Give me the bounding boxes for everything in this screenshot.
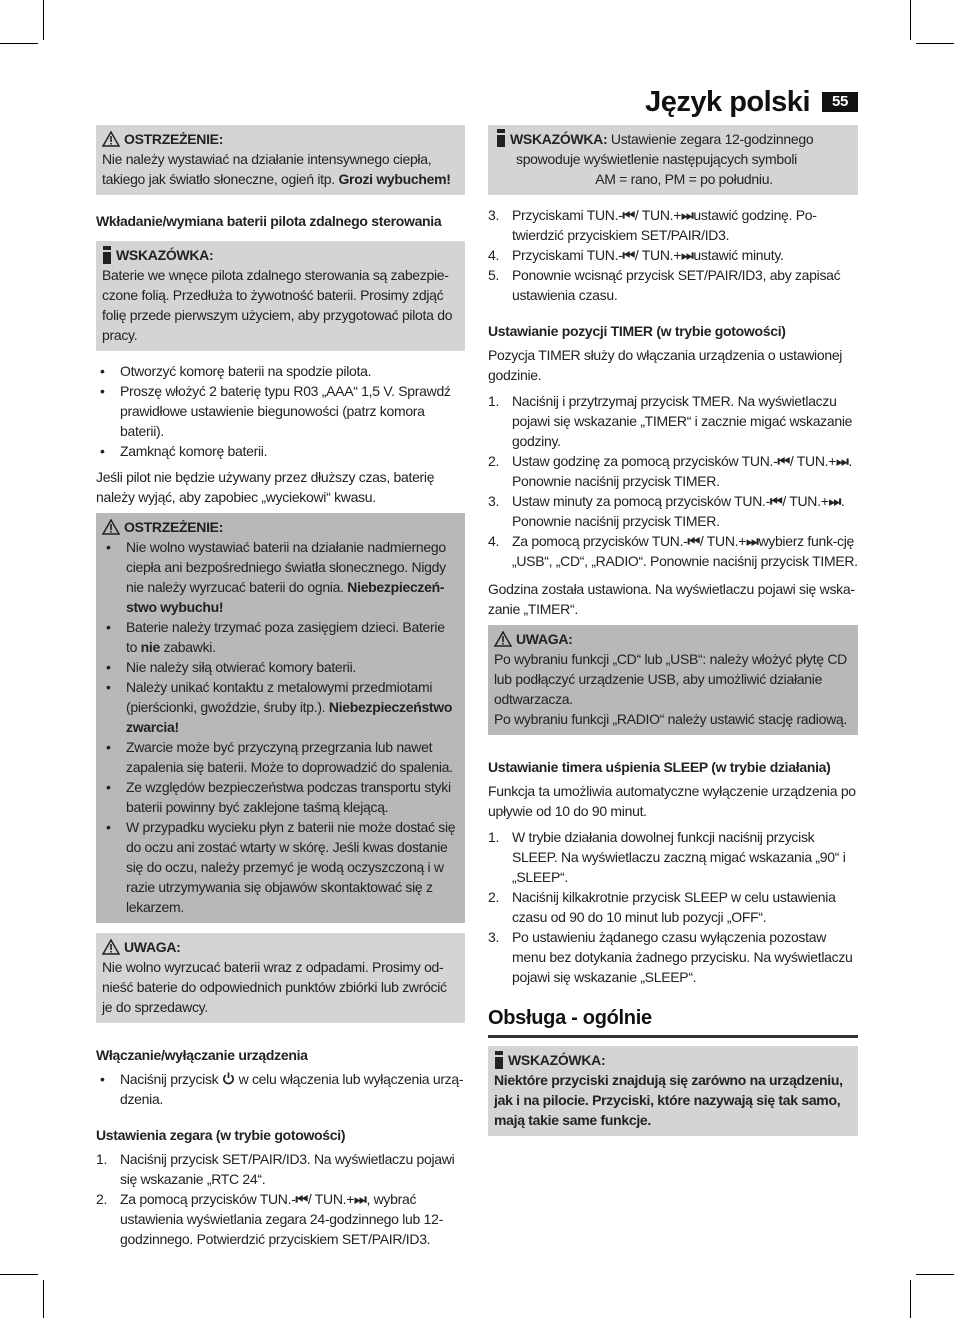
list-item: • W przypadku wycieku płyn z baterii nie może dostać się do oczu ani zostać wtarty w skórę. Jeśli kwas dostanie się do oczu, należy przemyć je wodą oczyszczoną i w razie utrzymywania się objawów skontaktować się z lekarzem. (102, 817, 459, 917)
left-column (96, 125, 465, 1255)
skip-back-icon: ⏮ (687, 533, 700, 549)
section-heading: Ustawienia zegara (w trybie gotowości) (96, 1127, 346, 1143)
list-item: 1. Naciśnij przycisk SET/PAIR/ID3. Na wyświetlaczu pojawi się wskazanie „RTC 24“. (96, 1151, 455, 1187)
battery-steps-list (96, 361, 465, 461)
skip-forward-icon: ⏭ (828, 493, 841, 509)
paragraph: Godzina została ustawiona. Na wyświetlaczu pojawi się wska-zanie „TIMER“. (488, 581, 855, 617)
crop-mark (43, 1280, 44, 1318)
power-list (96, 1069, 465, 1109)
list-item: 3. Po ustawieniu żądanego czasu wyłączenia pozostaw menu bez dotykania żadnego przycisku. Na wyświetlaczu pojawi się wskazanie „SLEEP“. (488, 929, 853, 985)
timer-steps-list (488, 391, 858, 571)
list-item: • Nie należy siłą otwierać komory baterii. (102, 657, 459, 677)
info-icon (494, 1051, 504, 1069)
page-title: Język polski (645, 86, 810, 118)
list-item: • Nie wolno wystawiać baterii na działanie nadmiernego ciepła ani bezpośredniego światła słonecznego. Nigdy nie należy wyrzucać baterii do ognia. Niebezpieczeń-stwo wybuchu! (102, 537, 459, 617)
paragraph: Pozycja TIMER służy do włączania urządzenia o ustawionej godzinie. (488, 347, 843, 383)
crop-mark (910, 0, 911, 40)
skip-forward-icon: ⏭ (681, 207, 694, 223)
warning-triangle-icon (102, 131, 120, 147)
list-item: • Proszę włożyć 2 baterię typu R03 „AAA“ 1,5 V. Sprawdź prawidłowe ustawienie biegunowości (patrz komora baterii). (96, 381, 465, 441)
warning-list (102, 537, 459, 917)
skip-back-icon: ⏮ (777, 453, 790, 469)
warning-triangle-icon (494, 631, 512, 647)
crop-mark (0, 43, 38, 44)
warning-title: OSTRZEŻENIE: (102, 129, 459, 149)
list-item: • Zwarcie może być przyczyną przegrzania lub nawet zapalenia się baterii. Może to doprowadzić do spalenia. (102, 737, 459, 777)
info-icon (496, 129, 506, 147)
warning-triangle-icon (102, 939, 120, 955)
crop-mark (910, 1280, 911, 1318)
warning-box: OSTRZEŻENIE: Nie należy wystawiać na działanie intensywnego ciepła, takiego jak światło słoneczne, ogień itp. Grozi wybuchem! (96, 125, 465, 195)
warning-triangle-icon (102, 519, 120, 535)
warning-box (96, 513, 465, 923)
list-item: • Naciśnij przycisk w celu włączenia lub wyłączenia urzą-dzenia. (96, 1069, 465, 1109)
skip-back-icon: ⏮ (622, 247, 635, 263)
list-item: • Otworzyć komorę baterii na spodzie pilota. (96, 361, 465, 381)
list-item: 3. Przyciskami TUN.-⏮/ TUN.+⏭ustawić godzinę. Po-twierdzić przyciskiem SET/PAIR/ID3. (488, 207, 817, 243)
caution-title: UWAGA: (494, 629, 852, 649)
section-heading: Ustawianie timera uśpienia SLEEP (w trybie działania) (488, 759, 831, 775)
crop-mark (43, 0, 44, 40)
paragraph: Jeśli pilot nie będzie używany przez dłuższy czas, baterię należy wyjąć, aby zapobiec „wyciekowi“ kwasu. (96, 469, 435, 505)
skip-forward-icon: ⏭ (354, 1191, 367, 1207)
list-item: 2. Za pomocą przycisków TUN.-⏮/ TUN.+⏭, wybrać ustawienia wyświetlania zegara 24-godzinnego lub 12-godzinnego. Potwierdzić przyciskiem SET/PAIR/ID3. (96, 1191, 443, 1247)
caution-box: UWAGA: Po wybraniu funkcji „CD“ lub „USB“: należy włożyć płytę CD lub podłączyć urządzenie USB, aby umożliwić działanie odtwarzacza. Po wybraniu funkcji „RADIO“ należy ustawić stację radiową. (488, 625, 858, 735)
warning-title: OSTRZEŻENIE: (102, 517, 459, 537)
section-heading: Wkładanie/wymiana baterii pilota zdalnego sterowania (96, 213, 442, 229)
page-number: 55 (822, 92, 858, 112)
section-heading: Włączanie/wyłączanie urządzenia (96, 1047, 308, 1063)
note-box: WSKAZÓWKA: Niektóre przyciski znajdują się zarówno na urządzeniu, jak i na pilocie. Przyciski, które nazywają się tak samo, mają takie same funkcje. (488, 1046, 858, 1136)
section-title: Obsługa - ogólnie (488, 1005, 858, 1038)
list-item: 3. Ustaw minuty za pomocą przycisków TUN.-⏮/ TUN.+⏭. Ponownie naciśnij przycisk TIMER. (488, 493, 845, 529)
caution-box: UWAGA: Nie wolno wyrzucać baterii wraz z odpadami. Prosimy od-nieść baterie do odpowiednich punktów zbiórki lub zwrócić je do sprzedawcy. (96, 933, 465, 1023)
skip-forward-icon: ⏭ (681, 247, 694, 263)
crop-mark (916, 1274, 954, 1275)
sleep-steps-list (488, 827, 858, 987)
note-box: WSKAZÓWKA: Ustawienie zegara 12-godzinnego spowoduje wyświetlenie następujących symboli AM = rano, PM = po południu. (488, 125, 858, 195)
caution-title: UWAGA: (102, 937, 459, 957)
note-box: WSKAZÓWKA: Baterie we wnęce pilota zdalnego sterowania są zabezpie-czone folią. Przedłuża to żywotność baterii. Prosimy zdjąć folię przede pierwszym użyciem, aby przygotować pilota do pracy. (96, 241, 465, 351)
note-title: WSKAZÓWKA: (494, 1050, 852, 1070)
skip-forward-icon: ⏭ (746, 533, 759, 549)
list-item: 1. W trybie działania dowolnej funkcji naciśnij przycisk SLEEP. Na wyświetlaczu zaczną migać wskazania „90“ i „SLEEP“. (488, 829, 846, 885)
list-item: 2. Naciśnij kilkakrotnie przycisk SLEEP w celu ustawienia czasu od 90 do 10 minut lub pozycji „OFF“. (488, 889, 836, 925)
skip-forward-icon: ⏭ (836, 453, 849, 469)
list-item: 1. Naciśnij i przytrzymaj przycisk TMER. Na wyświetlaczu pojawi się wskazanie „TIMER“ i zacznie migać wskazanie godziny. (488, 393, 853, 449)
list-item: • Zamknąć komorę baterii. (96, 441, 465, 461)
info-icon (102, 246, 112, 264)
skip-back-icon: ⏮ (295, 1191, 308, 1207)
crop-mark (0, 1274, 38, 1275)
right-column (488, 125, 858, 1146)
note-title: WSKAZÓWKA: (102, 245, 459, 265)
skip-back-icon: ⏮ (770, 493, 783, 509)
list-item: 5. Ponownie wcisnąć przycisk SET/PAIR/ID3, aby zapisać ustawienia czasu. (488, 267, 841, 303)
crop-mark (916, 43, 954, 44)
list-item: • Baterie należy trzymać poza zasięgiem dzieci. Baterie to nie zabawki. (102, 617, 459, 657)
power-icon (222, 1072, 235, 1085)
list-item: 4. Przyciskami TUN.-⏮/ TUN.+⏭ustawić minuty. (488, 247, 784, 263)
skip-back-icon: ⏮ (622, 207, 635, 223)
clock-steps-list-cont (488, 205, 858, 305)
section-heading: Ustawianie pozycji TIMER (w trybie gotowości) (488, 323, 786, 339)
clock-steps-list (96, 1149, 465, 1249)
paragraph: Funkcja ta umożliwia automatyczne wyłączenie urządzenia po upływie od 10 do 90 minut. (488, 783, 856, 819)
list-item: • Należy unikać kontaktu z metalowymi przedmiotami (pierścionki, gwoździe, śruby itp.). Niebezpieczeństwo zwarcia! (102, 677, 459, 737)
list-item: • Ze względów bezpieczeństwa podczas transportu styki baterii powinny być zaklejone taśmą klejącą. (102, 777, 459, 817)
list-item: 4. Za pomocą przycisków TUN.-⏮/ TUN.+⏭wybierz funk-cję „USB“, „CD“, „RADIO“. Ponownie naciśnij przycisk TIMER. (488, 533, 858, 569)
list-item: 2. Ustaw godzinę za pomocą przycisków TUN.-⏮/ TUN.+⏭. Ponownie naciśnij przycisk TIMER. (488, 453, 852, 489)
